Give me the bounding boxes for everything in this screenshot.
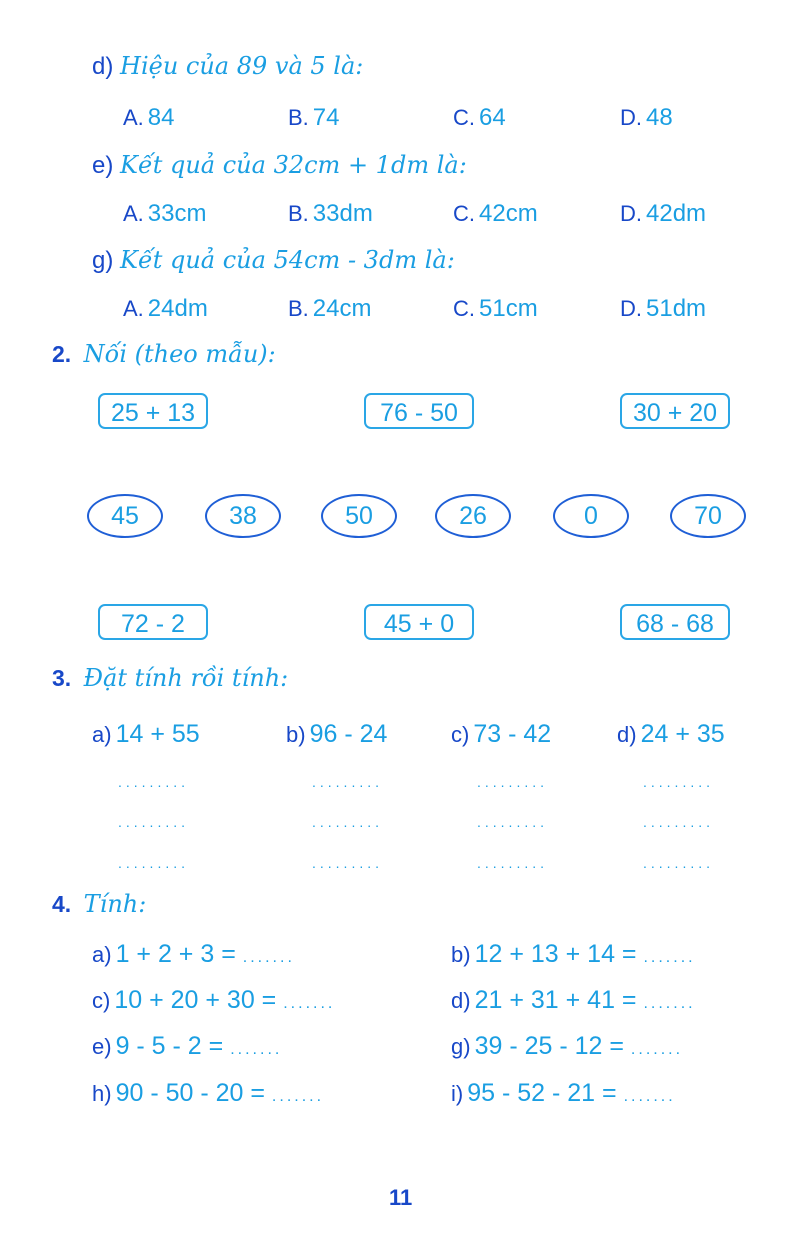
calc-item-b bbox=[451, 940, 696, 969]
answer-blank[interactable]: ....... bbox=[283, 995, 336, 1012]
answer-line[interactable]: ......... bbox=[118, 814, 190, 830]
option-label: C. bbox=[453, 105, 475, 130]
option-label: A. bbox=[123, 201, 144, 226]
question-label: e) bbox=[92, 152, 114, 179]
exercise-4-heading bbox=[52, 890, 146, 918]
result-oval[interactable]: 70 bbox=[670, 494, 746, 538]
expression-box[interactable]: 76 - 50 bbox=[364, 393, 474, 429]
answer-line[interactable]: ......... bbox=[118, 855, 190, 871]
result-oval[interactable]: 38 bbox=[205, 494, 281, 538]
question-d bbox=[92, 52, 363, 81]
option-value: 74 bbox=[312, 104, 340, 131]
option-value: 51cm bbox=[479, 295, 538, 322]
answer-line[interactable]: ......... bbox=[477, 814, 549, 830]
option-value: 42cm bbox=[479, 200, 538, 227]
option-value: 84 bbox=[147, 104, 175, 131]
expression-box[interactable]: 45 + 0 bbox=[364, 604, 474, 640]
item-label: a) bbox=[92, 722, 112, 747]
item-label: a) bbox=[92, 942, 112, 967]
option-d[interactable] bbox=[620, 104, 673, 132]
item-label: d) bbox=[451, 988, 471, 1013]
option-value: 64 bbox=[479, 104, 506, 131]
item-label: b) bbox=[451, 942, 471, 967]
item-label: e) bbox=[92, 1034, 112, 1059]
expression-box[interactable]: 30 + 20 bbox=[620, 393, 730, 429]
option-d[interactable] bbox=[620, 200, 706, 228]
exercise-3-heading bbox=[52, 664, 288, 692]
item-expression: 21 + 31 + 41 = bbox=[474, 986, 637, 1014]
item-expression: 90 - 50 - 20 = bbox=[115, 1079, 265, 1107]
answer-line[interactable]: ......... bbox=[312, 855, 384, 871]
item-expression: 39 - 25 - 12 = bbox=[474, 1032, 624, 1060]
answer-blank[interactable]: ....... bbox=[230, 1041, 283, 1058]
option-a[interactable] bbox=[123, 104, 175, 132]
answer-line[interactable]: ......... bbox=[477, 855, 549, 871]
answer-line[interactable]: ......... bbox=[643, 814, 715, 830]
answer-line[interactable]: ......... bbox=[477, 774, 549, 790]
calc-item-h bbox=[92, 1079, 324, 1108]
answer-blank[interactable]: ....... bbox=[623, 1088, 676, 1105]
option-label: D. bbox=[620, 105, 642, 130]
item-expression: 95 - 52 - 21 = bbox=[467, 1079, 617, 1107]
option-label: B. bbox=[288, 296, 309, 321]
exercise-title: Đặt tính rồi tính: bbox=[83, 664, 289, 692]
item-expression: 24 + 35 bbox=[640, 720, 725, 748]
calc-item-d bbox=[451, 986, 696, 1015]
item-label: b) bbox=[286, 722, 306, 747]
answer-line[interactable]: ......... bbox=[312, 814, 384, 830]
expression-box[interactable]: 72 - 2 bbox=[98, 604, 208, 640]
item-label: c) bbox=[451, 722, 470, 747]
option-a[interactable] bbox=[123, 295, 208, 323]
option-value: 33dm bbox=[312, 200, 373, 227]
item-label: d) bbox=[617, 722, 637, 747]
item-label: h) bbox=[92, 1081, 112, 1106]
calc-item-e bbox=[92, 1032, 282, 1061]
option-c[interactable] bbox=[453, 200, 538, 228]
calc-item-c bbox=[451, 720, 551, 749]
option-label: A. bbox=[123, 296, 144, 321]
question-text: Kết quả của 32cm + 1dm là: bbox=[120, 151, 467, 179]
expression-box[interactable]: 68 - 68 bbox=[620, 604, 730, 640]
option-value: 42dm bbox=[646, 200, 707, 227]
calc-item-c bbox=[92, 986, 335, 1015]
option-value: 33cm bbox=[147, 200, 207, 227]
question-text: Kết quả của 54cm - 3dm là: bbox=[120, 246, 455, 274]
option-label: C. bbox=[453, 201, 475, 226]
exercise-2-heading bbox=[52, 340, 276, 368]
exercise-number: 3. bbox=[52, 665, 72, 691]
option-label: D. bbox=[620, 201, 642, 226]
exercise-title: Nối (theo mẫu): bbox=[83, 340, 276, 368]
option-value: 24dm bbox=[147, 295, 208, 322]
exercise-title: Tính: bbox=[83, 890, 147, 918]
calc-item-i bbox=[451, 1079, 676, 1108]
option-label: D. bbox=[620, 296, 642, 321]
exercise-number: 4. bbox=[52, 891, 72, 917]
option-b[interactable] bbox=[288, 200, 373, 228]
question-text: Hiệu của 89 và 5 là: bbox=[120, 52, 364, 80]
answer-line[interactable]: ......... bbox=[643, 774, 715, 790]
item-label: i) bbox=[451, 1081, 464, 1106]
calc-item-a bbox=[92, 940, 295, 969]
page-number: 11 bbox=[389, 1185, 413, 1210]
calc-item-d bbox=[617, 720, 725, 749]
option-c[interactable] bbox=[453, 295, 538, 323]
item-label: c) bbox=[92, 988, 111, 1013]
option-label: B. bbox=[288, 105, 309, 130]
option-label: B. bbox=[288, 201, 309, 226]
result-oval[interactable]: 45 bbox=[87, 494, 163, 538]
question-label: d) bbox=[92, 53, 114, 80]
answer-blank[interactable]: ....... bbox=[630, 1041, 684, 1058]
question-e bbox=[92, 151, 467, 180]
option-label: C. bbox=[453, 296, 475, 321]
item-expression: 10 + 20 + 30 = bbox=[114, 986, 277, 1014]
item-expression: 1 + 2 + 3 = bbox=[115, 940, 236, 968]
answer-blank[interactable]: ....... bbox=[643, 995, 696, 1012]
item-expression: 14 + 55 bbox=[115, 720, 200, 748]
option-value: 24cm bbox=[312, 295, 372, 322]
option-a[interactable] bbox=[123, 200, 206, 228]
result-oval[interactable]: 50 bbox=[321, 494, 397, 538]
item-expression: 96 - 24 bbox=[309, 720, 388, 748]
result-oval[interactable]: 26 bbox=[435, 494, 511, 538]
item-expression: 73 - 42 bbox=[473, 720, 552, 748]
option-value: 48 bbox=[646, 104, 673, 131]
answer-blank[interactable]: ....... bbox=[242, 949, 295, 966]
calc-item-b bbox=[286, 720, 387, 749]
option-d[interactable] bbox=[620, 295, 706, 323]
calc-item-g bbox=[451, 1032, 683, 1061]
calc-item-a bbox=[92, 720, 200, 749]
option-b[interactable] bbox=[288, 295, 371, 323]
option-c[interactable] bbox=[453, 104, 506, 132]
result-oval[interactable]: 0 bbox=[553, 494, 629, 538]
answer-line[interactable]: ......... bbox=[118, 774, 190, 790]
answer-line[interactable]: ......... bbox=[312, 774, 384, 790]
item-label: g) bbox=[451, 1034, 471, 1059]
answer-blank[interactable]: ....... bbox=[643, 949, 696, 966]
question-label: g) bbox=[92, 247, 114, 274]
item-expression: 9 - 5 - 2 = bbox=[115, 1032, 224, 1060]
question-g bbox=[92, 246, 455, 275]
answer-blank[interactable]: ....... bbox=[271, 1088, 325, 1105]
answer-line[interactable]: ......... bbox=[643, 855, 715, 871]
item-expression: 12 + 13 + 14 = bbox=[474, 940, 637, 968]
option-b[interactable] bbox=[288, 104, 340, 132]
option-label: A. bbox=[123, 105, 144, 130]
option-value: 51dm bbox=[646, 295, 707, 322]
exercise-number: 2. bbox=[52, 341, 72, 367]
expression-box[interactable]: 25 + 13 bbox=[98, 393, 208, 429]
